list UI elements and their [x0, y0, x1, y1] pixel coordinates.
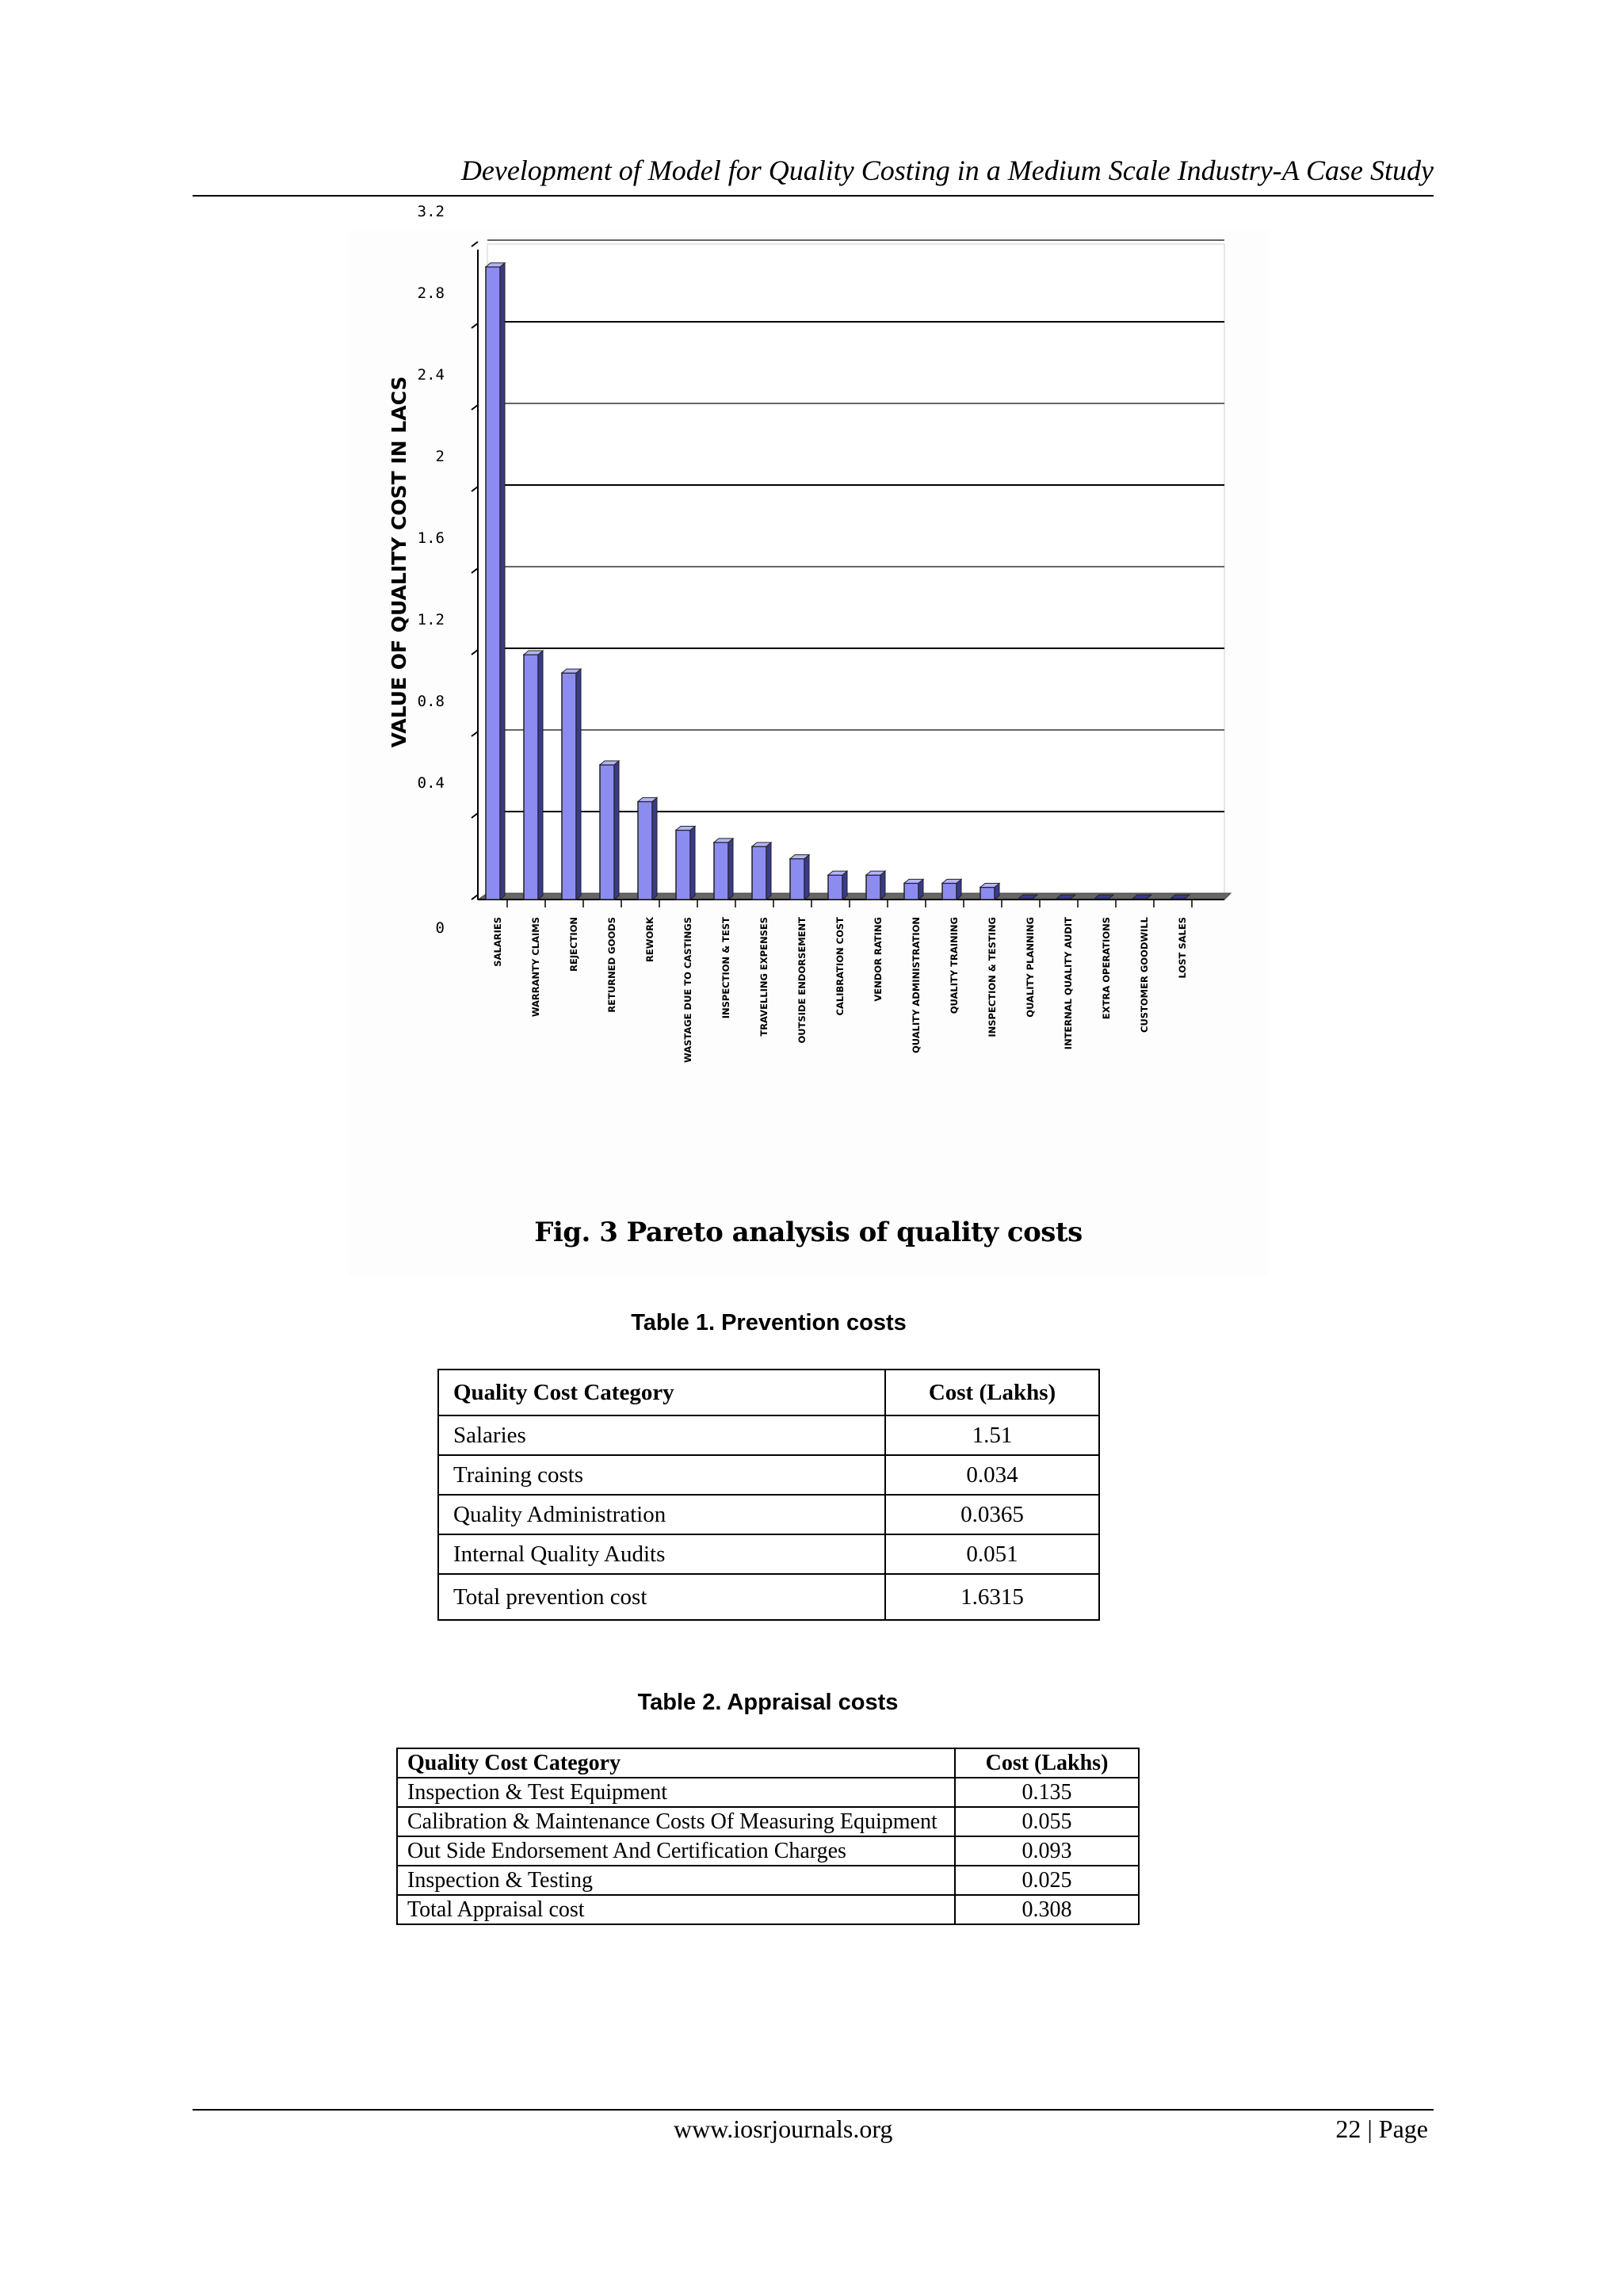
- bar: [790, 855, 809, 900]
- bar-side: [500, 263, 505, 900]
- bar: [676, 826, 695, 900]
- bar: [562, 669, 581, 900]
- x-tick-label: REWORK: [644, 917, 655, 962]
- x-tick-label: QUALITY ADMINISTRATION: [911, 917, 922, 1054]
- x-tick-label: QUALITY PLANNING: [1025, 917, 1036, 1018]
- y-tick-label: 0: [435, 919, 445, 937]
- table-row: [438, 1495, 1099, 1534]
- x-tick-label: QUALITY TRAINING: [949, 917, 960, 1014]
- row-category: Calibration & Maintenance Costs Of Measuring Equipment: [397, 1807, 955, 1836]
- bar-front: [752, 846, 766, 900]
- x-tick-label: CALIBRATION COST: [834, 917, 846, 1016]
- y-tick: [472, 813, 478, 818]
- table-row: [438, 1534, 1099, 1574]
- bar-side: [766, 842, 771, 900]
- x-tick-label: RETURNED GOODS: [606, 917, 617, 1013]
- y-tick-label: 2.8: [417, 285, 445, 302]
- table-row: [397, 1778, 1139, 1807]
- bar-side: [728, 839, 733, 900]
- footer-url: www.iosrjournals.org: [674, 2115, 893, 2143]
- bar: [714, 839, 733, 900]
- y-tick-label: 1.6: [417, 529, 445, 547]
- header-cost: Cost (Lakhs): [885, 1370, 1099, 1415]
- table-total-row: [438, 1574, 1099, 1620]
- x-tick-label: INTERNAL QUALITY AUDIT: [1063, 917, 1074, 1050]
- bar-front: [676, 830, 690, 900]
- bar-side: [880, 871, 885, 900]
- plot-area: [487, 244, 1224, 893]
- bar-front: [562, 673, 576, 900]
- table-row: [397, 1807, 1139, 1836]
- row-cost: 0.135: [955, 1778, 1139, 1807]
- footer-rule: [193, 2109, 1434, 2111]
- x-tick-label: WARRANTY CLAIMS: [530, 917, 541, 1018]
- bar: [486, 263, 505, 900]
- table-row: [438, 1455, 1099, 1495]
- table2-title: Table 2. Appraisal costs: [637, 1690, 899, 1715]
- row-cost: 0.055: [955, 1807, 1139, 1836]
- y-tick-label: 2.4: [417, 366, 445, 384]
- y-tick-label: 0.8: [417, 693, 445, 710]
- table-row: [438, 1415, 1099, 1455]
- header-cost: Cost (Lakhs): [955, 1748, 1139, 1778]
- header-category: Quality Cost Category: [438, 1370, 885, 1415]
- row-cost: 1.51: [885, 1415, 1099, 1455]
- bar-front: [828, 875, 842, 900]
- y-tick: [472, 323, 478, 328]
- y-tick: [472, 732, 478, 736]
- bar-front: [486, 267, 500, 900]
- table1-title: Table 1. Prevention costs: [631, 1310, 907, 1335]
- y-tick: [472, 568, 478, 573]
- x-tick-label: SALARIES: [492, 917, 503, 967]
- bar-front: [866, 875, 880, 900]
- x-tick-label: LOST SALES: [1177, 917, 1188, 979]
- header-category: Quality Cost Category: [397, 1748, 955, 1778]
- y-tick: [472, 405, 478, 410]
- bar: [600, 761, 619, 900]
- bar-side: [576, 669, 581, 900]
- bar: [904, 879, 923, 900]
- bar-front: [638, 801, 652, 900]
- total-value: 1.6315: [885, 1574, 1099, 1620]
- row-cost: 0.0365: [885, 1495, 1099, 1534]
- bar: [866, 871, 885, 900]
- bar: [942, 879, 961, 900]
- table-row: [397, 1866, 1139, 1895]
- bar: [752, 842, 771, 900]
- bar-front: [600, 765, 614, 900]
- y-tick-label: 3.2: [417, 203, 445, 220]
- row-category: Quality Administration: [438, 1495, 885, 1534]
- figure-caption: Fig. 3 Pareto analysis of quality costs: [534, 1217, 1083, 1248]
- y-tick-label: 0.4: [417, 774, 445, 792]
- x-tick-label: CUSTOMER GOODWILL: [1139, 917, 1150, 1033]
- prevention-costs-table: [437, 1369, 1100, 1621]
- y-tick-label: 2: [435, 448, 445, 465]
- row-category: Internal Quality Audits: [438, 1534, 885, 1574]
- pareto-chart-svg: [349, 203, 1268, 1197]
- row-category: Out Side Endorsement And Certification Charges: [397, 1836, 955, 1866]
- row-category: Training costs: [438, 1455, 885, 1495]
- total-value: 0.308: [955, 1895, 1139, 1924]
- bar: [524, 651, 543, 900]
- y-axis-label: VALUE OF QUALITY COST IN LACS: [388, 376, 411, 748]
- row-cost: 0.093: [955, 1836, 1139, 1866]
- bar-side: [804, 855, 809, 900]
- x-tick-label: REJECTION: [568, 917, 579, 972]
- total-label: Total prevention cost: [438, 1574, 885, 1620]
- table-header-row: [438, 1370, 1099, 1415]
- pareto-chart: [349, 203, 1268, 1276]
- y-tick: [472, 242, 478, 246]
- row-cost: 0.034: [885, 1455, 1099, 1495]
- x-tick-label: INSPECTION & TEST: [720, 917, 731, 1019]
- running-title: Development of Model for Quality Costing in a Medium Scale Industry-A Case Study: [460, 155, 1434, 186]
- bar-side: [538, 651, 543, 900]
- x-tick-label: EXTRA OPERATIONS: [1101, 917, 1112, 1020]
- bar: [980, 884, 999, 900]
- y-tick: [472, 895, 478, 900]
- bar-side: [690, 826, 695, 900]
- y-tick: [472, 487, 478, 491]
- bar: [828, 871, 847, 900]
- row-cost: 0.025: [955, 1866, 1139, 1895]
- table-total-row: [397, 1895, 1139, 1924]
- table-row: [397, 1836, 1139, 1866]
- bar: [638, 797, 657, 900]
- x-tick-label: WASTAGE DUE TO CASTINGS: [682, 917, 693, 1063]
- bar-front: [904, 883, 918, 900]
- y-tick: [472, 650, 478, 655]
- bar-side: [614, 761, 619, 900]
- chart-floor: [478, 893, 1231, 900]
- bar-side: [652, 797, 657, 900]
- x-tick-label: INSPECTION & TESTING: [987, 917, 998, 1037]
- x-tick-label: TRAVELLING EXPENSES: [758, 917, 769, 1037]
- x-tick-label: VENDOR RATING: [873, 917, 884, 1002]
- page-number: 22 | Page: [1335, 2115, 1428, 2143]
- x-tick-label: OUTSIDE ENDORSEMENT: [796, 917, 808, 1044]
- row-category: Inspection & Testing: [397, 1866, 955, 1895]
- bar-front: [714, 842, 728, 900]
- bar-front: [524, 655, 538, 900]
- bar-front: [942, 883, 957, 900]
- bar-front: [790, 859, 804, 900]
- row-category: Salaries: [438, 1415, 885, 1455]
- appraisal-costs-table: [396, 1748, 1140, 1925]
- row-cost: 0.051: [885, 1534, 1099, 1574]
- y-tick-label: 1.2: [417, 611, 445, 628]
- bar-side: [842, 871, 847, 900]
- total-label: Total Appraisal cost: [397, 1895, 955, 1924]
- running-header: [193, 152, 1434, 197]
- table-header-row: [397, 1748, 1139, 1778]
- row-category: Inspection & Test Equipment: [397, 1778, 955, 1807]
- bar-front: [980, 888, 995, 900]
